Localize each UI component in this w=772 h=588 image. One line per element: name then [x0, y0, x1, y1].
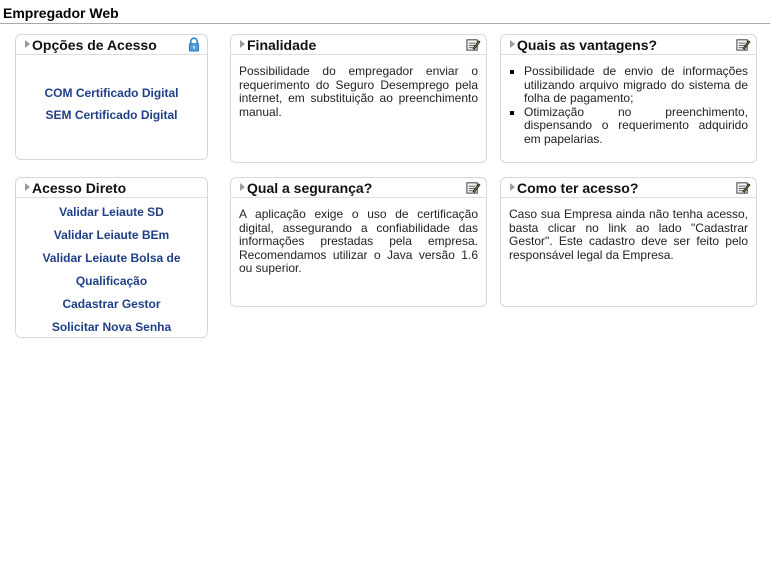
- vantagens-panel-title: Quais as vantagens?: [517, 37, 658, 53]
- acesso-direto-panel-title: Acesso Direto: [32, 180, 127, 196]
- notepad-pencil-icon: [465, 180, 481, 195]
- acesso-direto-panel: [15, 177, 208, 338]
- page-title: Empregador Web: [3, 5, 119, 21]
- finalidade-panel: [230, 34, 487, 163]
- finalidade-panel-title: Finalidade: [247, 37, 317, 53]
- lock-icon: [186, 37, 202, 52]
- finalidade-text: Possibilidade do empregador enviar o requerimento do Seguro Desemprego pela internet, em substituição ao preenchimento manual.: [239, 64, 478, 119]
- notepad-pencil-icon: [735, 37, 751, 52]
- options-panel-title: Opções de Acesso: [32, 37, 157, 53]
- link-validar-leiaute-sd[interactable]: Validar Leiaute SD: [59, 205, 164, 219]
- vantagens-list: [509, 65, 748, 146]
- arrow-right-icon: [240, 40, 245, 48]
- options-panel-header: [16, 35, 207, 55]
- seguranca-panel-title: Qual a segurança?: [247, 180, 373, 196]
- arrow-right-icon: [25, 40, 30, 48]
- list-item: Otimização no preenchimento, dispensando o requerimento adquirido em papelarias.: [517, 106, 748, 147]
- options-panel: [15, 34, 208, 160]
- como-ter-acesso-panel-header: [501, 178, 756, 198]
- finalidade-panel-header: [231, 35, 486, 55]
- notepad-pencil-icon: [465, 37, 481, 52]
- como-ter-acesso-panel-title: Como ter acesso?: [517, 180, 639, 196]
- seguranca-text: A aplicação exige o uso de certificação digital, assegurando a confiabilidade das informações prestadas pela empresa. Recomendamos utilizar o Java versão 1.6 ou superior.: [239, 207, 478, 275]
- vantagens-panel: [500, 34, 757, 163]
- seguranca-panel: [230, 177, 487, 307]
- acesso-direto-panel-header: [16, 178, 207, 198]
- options-links: [16, 55, 207, 126]
- notepad-pencil-icon: [735, 180, 751, 195]
- arrow-right-icon: [510, 40, 515, 48]
- vantagens-panel-header: [501, 35, 756, 55]
- como-ter-acesso-text: Caso sua Empresa ainda não tenha acesso, basta clicar no link ao lado "Cadastrar Gestor". Este cadastro deve ser feito pelo responsável legal da Empresa.: [509, 207, 748, 262]
- page-header: [0, 0, 770, 24]
- vantagens-body: [501, 55, 756, 146]
- arrow-right-icon: [240, 183, 245, 191]
- arrow-right-icon: [25, 183, 30, 191]
- link-sem-certificado[interactable]: SEM Certificado Digital: [45, 108, 178, 122]
- acesso-direto-links: [16, 198, 207, 338]
- link-com-certificado[interactable]: COM Certificado Digital: [44, 86, 179, 100]
- link-cadastrar-gestor[interactable]: Cadastrar Gestor: [62, 297, 161, 311]
- list-item: Possibilidade de envio de informações utilizando arquivo migrado do sistema de folha de pagamento;: [517, 65, 748, 106]
- como-ter-acesso-panel: [500, 177, 757, 307]
- link-solicitar-nova-senha[interactable]: Solicitar Nova Senha: [51, 320, 172, 334]
- arrow-right-icon: [510, 183, 515, 191]
- seguranca-panel-header: [231, 178, 486, 198]
- link-validar-leiaute-bem[interactable]: Validar Leiaute BEm: [53, 228, 170, 242]
- link-validar-leiaute-bolsa[interactable]: Validar Leiaute Bolsa de Qualificação: [42, 251, 181, 288]
